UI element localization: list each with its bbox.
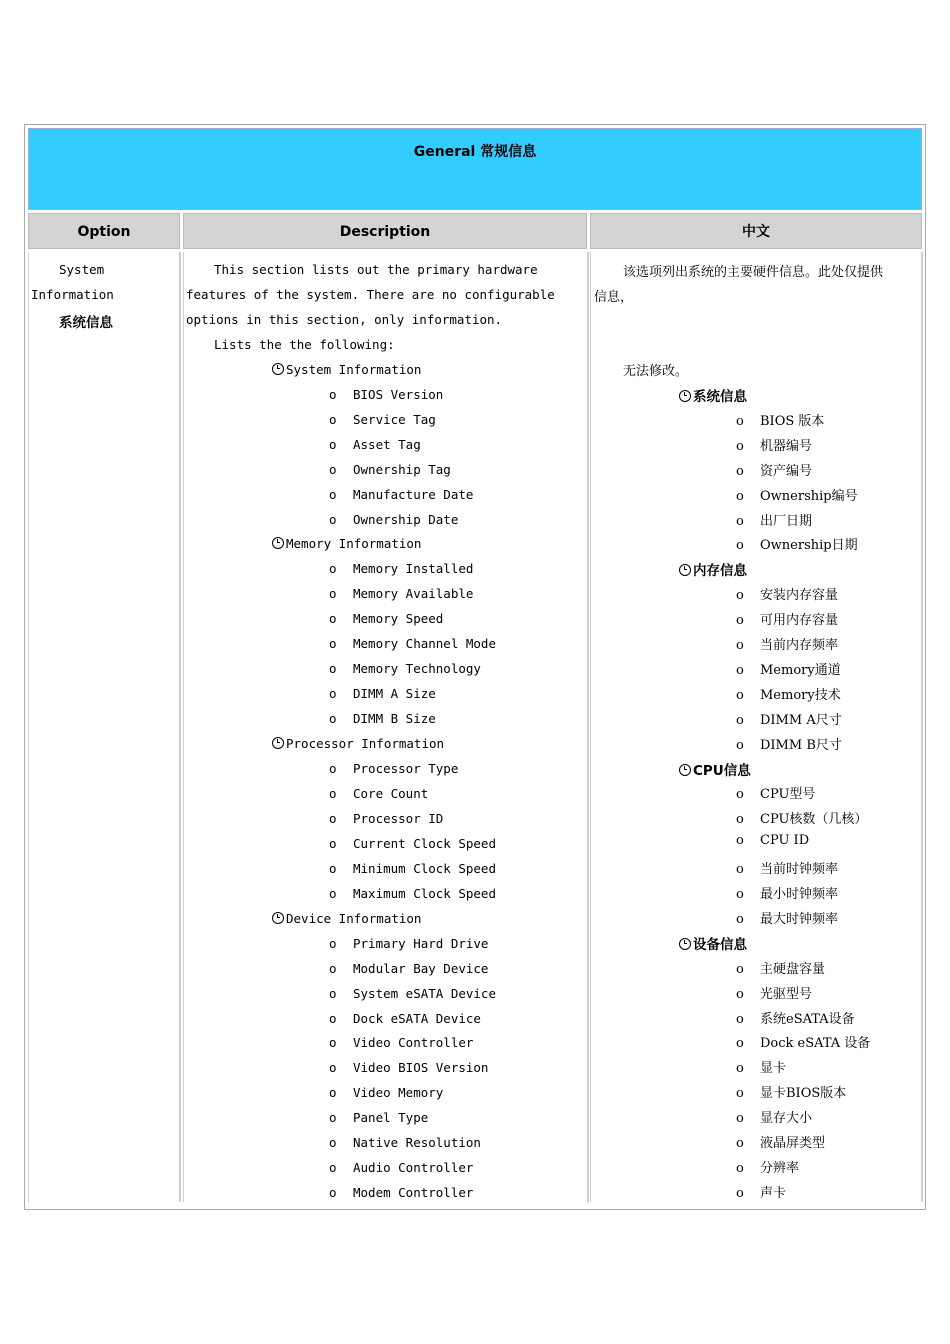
bullet-marker: o bbox=[736, 687, 744, 703]
cn-intro-1: 该选项列出系统的主要硬件信息。此处仅提供 bbox=[623, 265, 884, 280]
desc-list-item bbox=[329, 961, 488, 976]
cn-list-item-text: 显存大小 bbox=[760, 1111, 813, 1127]
bullet-marker: o bbox=[736, 588, 744, 604]
cn-list-item bbox=[736, 833, 809, 848]
cn-group-heading-text: 系统信息 bbox=[693, 389, 747, 405]
cn-list-item bbox=[736, 584, 838, 603]
cn-list-item bbox=[736, 1107, 812, 1126]
cn-list-item-text: DIMM A尺寸 bbox=[760, 712, 842, 728]
cn-list-item-text: 安装内存容量 bbox=[760, 588, 839, 604]
cn-intro-2: 信息， bbox=[594, 290, 634, 305]
cn-list-item-text: 显卡BIOS版本 bbox=[760, 1086, 847, 1102]
bullet-marker: o bbox=[736, 712, 744, 728]
desc-list-item-text: Minimum Clock Speed bbox=[353, 860, 496, 876]
cn-list-item-text: CPU型号 bbox=[760, 787, 816, 803]
cn-list-item-text: 光驱型号 bbox=[760, 986, 813, 1002]
cn-list-item bbox=[736, 460, 812, 479]
cn-list-item bbox=[736, 958, 825, 977]
bullet-marker: o bbox=[329, 1060, 337, 1076]
desc-group-heading bbox=[272, 911, 421, 926]
desc-list-item-text: Dock eSATA Device bbox=[353, 1010, 481, 1026]
cn-list-item-text: 系统eSATA设备 bbox=[760, 1011, 855, 1027]
desc-group-heading bbox=[272, 536, 421, 551]
bullet-marker: o bbox=[736, 1185, 744, 1201]
bullet-marker: o bbox=[736, 862, 744, 878]
desc-list-item-text: Ownership Date bbox=[353, 511, 459, 527]
bullet-marker: o bbox=[329, 711, 337, 727]
bullet-marker: o bbox=[329, 436, 337, 452]
desc-list-item bbox=[329, 586, 473, 601]
desc-list-item-text: Panel Type bbox=[353, 1110, 429, 1126]
desc-list-item-text: Core Count bbox=[353, 785, 429, 801]
desc-list-item bbox=[329, 811, 443, 826]
desc-list-item-text: DIMM B Size bbox=[353, 711, 436, 727]
desc-list-item bbox=[329, 886, 496, 901]
option-column bbox=[28, 252, 181, 1202]
bullet-marker: o bbox=[736, 812, 744, 828]
cn-list-item bbox=[736, 1032, 870, 1051]
bullet-marker: o bbox=[329, 1160, 337, 1176]
desc-group-heading bbox=[272, 362, 421, 377]
cn-list-item-text: 最小时钟频率 bbox=[760, 887, 839, 902]
cn-list-item-text: 分辨率 bbox=[760, 1160, 800, 1176]
desc-list-item-text: Video BIOS Version bbox=[353, 1060, 489, 1076]
bullet-marker: o bbox=[736, 662, 744, 678]
cn-list-item bbox=[736, 435, 812, 454]
cn-intro-3: 无法修改。 bbox=[623, 364, 689, 379]
desc-list-item bbox=[329, 387, 443, 402]
cn-group-heading-text: 内存信息 bbox=[693, 563, 747, 580]
bullet-marker: o bbox=[329, 511, 337, 527]
desc-list-item-text: Modular Bay Device bbox=[353, 960, 489, 976]
cn-group-heading-text: 设备信息 bbox=[693, 936, 747, 953]
cn-list-item-text: 机器编号 bbox=[760, 438, 813, 454]
bullet-marker: o bbox=[736, 1136, 744, 1151]
desc-list-item-text: Memory Installed bbox=[353, 561, 474, 577]
bullet-marker: o bbox=[736, 513, 744, 529]
desc-group-heading-text: System Information bbox=[286, 361, 422, 377]
desc-list-item-text: Processor ID bbox=[353, 810, 444, 826]
desc-list-item-text: Maximum Clock Speed bbox=[353, 885, 496, 901]
desc-list-item-text: Video Memory bbox=[353, 1085, 444, 1101]
clock-icon bbox=[679, 564, 691, 576]
cn-list-item-text: CPU ID bbox=[760, 833, 810, 849]
desc-list-item bbox=[329, 636, 496, 651]
cn-list-item-text: 出厂日期 bbox=[760, 513, 813, 529]
cn-group-heading bbox=[679, 559, 747, 579]
desc-list-item-text: Native Resolution bbox=[353, 1135, 481, 1151]
cn-list-item-text: Ownership编号 bbox=[760, 488, 858, 504]
cn-list-item bbox=[736, 858, 838, 877]
cn-list-item-text: CPU核数（几核） bbox=[760, 812, 868, 828]
bullet-marker: o bbox=[329, 885, 337, 901]
bullet-marker: o bbox=[329, 586, 337, 602]
desc-list-item-text: System eSATA Device bbox=[353, 985, 496, 1001]
desc-list-item-text: Memory Channel Mode bbox=[353, 636, 496, 652]
desc-list-item bbox=[329, 761, 458, 776]
clock-icon bbox=[272, 363, 284, 375]
bullet-marker: o bbox=[329, 761, 337, 776]
desc-list-item bbox=[329, 611, 443, 626]
cn-list-item bbox=[736, 808, 867, 827]
desc-intro-line: options in this section, only information. bbox=[186, 311, 503, 327]
desc-list-item bbox=[329, 1110, 428, 1125]
content-table bbox=[24, 124, 926, 1210]
cn-list-item-text: 主硬盘容量 bbox=[760, 961, 826, 977]
option-line-3: 系统信息 bbox=[59, 315, 113, 331]
desc-list-item-text: BIOS Version bbox=[353, 386, 444, 402]
desc-list-item bbox=[329, 1060, 488, 1075]
cn-list-item bbox=[736, 609, 838, 628]
desc-list-item-text: Service Tag bbox=[353, 411, 436, 427]
desc-list-item bbox=[329, 1160, 473, 1175]
bullet-marker: o bbox=[329, 386, 337, 402]
bullet-marker: o bbox=[329, 411, 337, 427]
bullet-marker: o bbox=[736, 1036, 744, 1052]
option-line-1: System bbox=[59, 262, 105, 277]
bullet-marker: o bbox=[329, 1110, 337, 1126]
cn-list-item-text: Memory通道 bbox=[760, 662, 841, 678]
bullet-marker: o bbox=[736, 438, 744, 454]
cn-list-item bbox=[736, 510, 812, 529]
desc-list-item-text: Processor Type bbox=[353, 761, 459, 776]
bullet-marker: o bbox=[329, 935, 337, 951]
bullet-marker: o bbox=[736, 1111, 744, 1127]
cn-list-item-text: Memory技术 bbox=[760, 687, 841, 703]
cn-list-item-text: Ownership日期 bbox=[760, 538, 858, 554]
cn-list-item bbox=[736, 534, 858, 553]
cn-list-item bbox=[736, 1157, 799, 1176]
bullet-marker: o bbox=[736, 1061, 744, 1077]
bullet-marker: o bbox=[329, 860, 337, 876]
cn-list-item bbox=[736, 659, 841, 678]
bullet-marker: o bbox=[736, 1011, 744, 1027]
cn-list-item-text: 液晶屏类型 bbox=[760, 1136, 826, 1151]
bullet-marker: o bbox=[329, 1185, 337, 1201]
desc-group-heading bbox=[272, 736, 444, 751]
desc-list-item-text: Current Clock Speed bbox=[353, 835, 496, 851]
desc-list-item bbox=[329, 1035, 473, 1050]
bullet-marker: o bbox=[736, 488, 744, 504]
cn-list-item bbox=[736, 908, 838, 927]
cn-list-item-text: 当前内存频率 bbox=[760, 638, 839, 653]
cn-list-item-text: 当前时钟频率 bbox=[760, 862, 839, 878]
desc-list-item bbox=[329, 936, 488, 951]
cn-list-item-text: BIOS 版本 bbox=[760, 413, 825, 429]
cn-list-item bbox=[736, 1057, 786, 1076]
cn-list-item-text: DIMM B尺寸 bbox=[760, 737, 842, 753]
bullet-marker: o bbox=[736, 986, 744, 1002]
desc-list-item bbox=[329, 561, 473, 576]
cn-list-item bbox=[736, 709, 842, 728]
desc-list-item-text: Primary Hard Drive bbox=[353, 935, 489, 951]
desc-intro-line: Lists the the following: bbox=[214, 336, 395, 352]
table-title: General 常规信息 bbox=[413, 144, 537, 160]
clock-icon bbox=[679, 764, 691, 776]
cn-list-item bbox=[736, 883, 838, 902]
bullet-marker: o bbox=[329, 785, 337, 801]
cn-list-item bbox=[736, 734, 842, 753]
cn-list-item bbox=[736, 1008, 855, 1027]
desc-group-heading-text: Memory Information bbox=[286, 536, 422, 552]
cn-list-item bbox=[736, 684, 841, 703]
desc-list-item-text: Memory Speed bbox=[353, 611, 444, 627]
desc-list-item-text: Modem Controller bbox=[353, 1185, 474, 1201]
desc-list-item-text: Video Controller bbox=[353, 1035, 474, 1051]
clock-icon bbox=[679, 390, 691, 402]
desc-group-heading-text: Device Information bbox=[286, 910, 422, 926]
cn-group-heading-text: CPU信息 bbox=[693, 762, 751, 779]
chinese-column bbox=[590, 252, 923, 1202]
desc-intro-line: features of the system. There are no configurable bbox=[186, 286, 555, 302]
bullet-marker: o bbox=[736, 413, 744, 429]
bullet-marker: o bbox=[736, 911, 744, 927]
desc-list-item bbox=[329, 1135, 481, 1150]
clock-icon bbox=[272, 737, 284, 749]
desc-list-item-text: Memory Available bbox=[353, 586, 474, 602]
header-description: Description bbox=[183, 213, 587, 249]
bullet-marker: o bbox=[329, 1135, 337, 1151]
cn-group-heading bbox=[679, 759, 751, 779]
header-chinese: 中文 bbox=[590, 213, 922, 249]
bullet-marker: o bbox=[736, 1160, 744, 1176]
bullet-marker: o bbox=[329, 461, 337, 477]
bullet-marker: o bbox=[736, 833, 744, 849]
bullet-marker: o bbox=[736, 737, 744, 753]
desc-group-heading-text: Processor Information bbox=[286, 736, 445, 752]
bullet-marker: o bbox=[329, 960, 337, 976]
bullet-marker: o bbox=[329, 561, 337, 577]
desc-intro-line: This section lists out the primary hardware bbox=[214, 262, 538, 277]
bullet-marker: o bbox=[736, 463, 744, 479]
bullet-marker: o bbox=[329, 636, 337, 652]
option-line-2: Information bbox=[31, 287, 114, 302]
desc-list-item-text: Ownership Tag bbox=[353, 461, 451, 477]
bullet-marker: o bbox=[736, 887, 744, 902]
bullet-marker: o bbox=[736, 1086, 744, 1102]
cn-list-item-text: Dock eSATA 设备 bbox=[760, 1036, 871, 1052]
bullet-marker: o bbox=[329, 835, 337, 851]
bullet-marker: o bbox=[329, 611, 337, 627]
bullet-marker: o bbox=[736, 787, 744, 803]
header-option: Option bbox=[28, 213, 180, 249]
desc-list-item bbox=[329, 412, 436, 427]
bullet-marker: o bbox=[736, 638, 744, 653]
clock-icon bbox=[679, 938, 691, 950]
cn-list-item bbox=[736, 634, 838, 653]
table-title-cell bbox=[28, 128, 922, 210]
description-column bbox=[183, 252, 589, 1202]
desc-list-item bbox=[329, 986, 496, 1001]
bullet-marker: o bbox=[329, 1035, 337, 1051]
bullet-marker: o bbox=[736, 538, 744, 554]
cn-group-heading bbox=[679, 933, 747, 953]
desc-list-item bbox=[329, 1011, 481, 1026]
desc-list-item-text: Manufacture Date bbox=[353, 486, 474, 502]
desc-list-item bbox=[329, 1185, 473, 1200]
desc-list-item bbox=[329, 861, 496, 876]
desc-list-item bbox=[329, 786, 428, 801]
bullet-marker: o bbox=[329, 810, 337, 826]
bullet-marker: o bbox=[736, 613, 744, 629]
cn-list-item bbox=[736, 410, 824, 429]
desc-list-item bbox=[329, 836, 496, 851]
cn-list-item-text: 显卡 bbox=[760, 1061, 787, 1077]
desc-list-item-text: Audio Controller bbox=[353, 1160, 474, 1176]
bullet-marker: o bbox=[329, 1010, 337, 1026]
desc-list-item bbox=[329, 661, 481, 676]
desc-list-item-text: DIMM A Size bbox=[353, 686, 436, 702]
desc-list-item bbox=[329, 462, 451, 477]
desc-list-item bbox=[329, 512, 458, 527]
cn-list-item bbox=[736, 1182, 786, 1201]
desc-list-item bbox=[329, 487, 473, 502]
cn-list-item bbox=[736, 1132, 825, 1151]
cn-list-item bbox=[736, 983, 812, 1002]
clock-icon bbox=[272, 912, 284, 924]
cn-list-item bbox=[736, 1082, 846, 1101]
cn-list-item-text: 资产编号 bbox=[760, 463, 813, 479]
bullet-marker: o bbox=[329, 686, 337, 702]
cn-list-item-text: 最大时钟频率 bbox=[760, 911, 839, 927]
bullet-marker: o bbox=[329, 985, 337, 1001]
desc-list-item-text: Memory Technology bbox=[353, 661, 481, 677]
cn-list-item bbox=[736, 783, 815, 802]
bullet-marker: o bbox=[329, 1085, 337, 1101]
bullet-marker: o bbox=[329, 486, 337, 502]
clock-icon bbox=[272, 537, 284, 549]
cn-group-heading bbox=[679, 385, 747, 405]
desc-list-item bbox=[329, 686, 436, 701]
bullet-marker: o bbox=[736, 961, 744, 977]
desc-list-item bbox=[329, 437, 421, 452]
desc-list-item bbox=[329, 711, 436, 726]
desc-list-item bbox=[329, 1085, 443, 1100]
cn-list-item-text: 声卡 bbox=[760, 1185, 787, 1201]
bullet-marker: o bbox=[329, 661, 337, 677]
desc-list-item-text: Asset Tag bbox=[353, 436, 421, 452]
cn-list-item-text: 可用内存容量 bbox=[760, 613, 839, 629]
cn-list-item bbox=[736, 485, 858, 504]
